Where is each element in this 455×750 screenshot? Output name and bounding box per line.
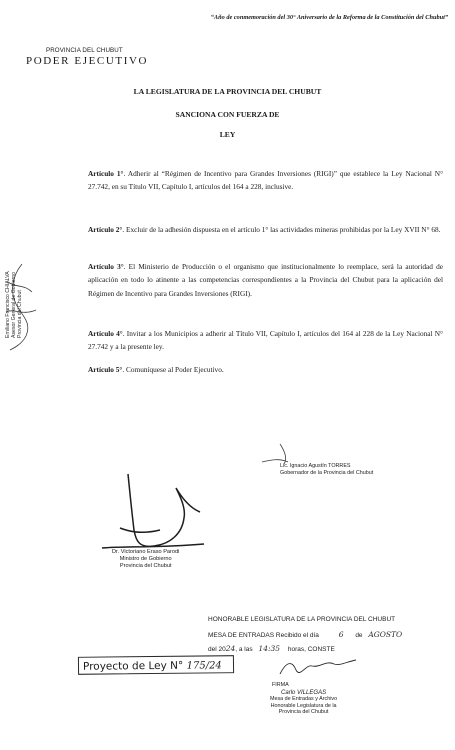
mesa-stamp-time xyxy=(208,644,335,653)
torres-role: Gobernador de la Provincia del Chubut xyxy=(280,469,374,476)
mesa-stamp-title: HONORABLE LEGISLATURA DE LA PROVINCIA DEL CHUBUT xyxy=(208,616,396,623)
article-1-label: Artículo 1° xyxy=(88,169,124,178)
province-label: PROVINCIA DEL CHUBUT xyxy=(46,47,123,54)
article-1-text: Adherir al “Régimen de Incentivo para Grandes Inversiones (RIGI)” que establece la Ley Nacional N° 27.742, en su Título VII, Capítulo I, artículos del 164 a 228, inclusive. xyxy=(88,169,443,192)
article-4-text: Invitar a los Municipios a adherir al Título VII, Capítulo I, artículos del 164 al 228 de la Ley Nacional N° 27.742 y a la presente ley. xyxy=(88,329,443,352)
parodi-province: Provincia del Chubut xyxy=(119,563,172,569)
proyecto-number: 175/24 xyxy=(186,660,222,672)
side-stamp-role: Asesor General de Gobierno xyxy=(11,271,18,338)
firma-label: FIRMA xyxy=(272,682,289,688)
title-legislatura: LA LEGISLATURA DE LA PROVINCIA DEL CHUBUT xyxy=(133,87,322,96)
article-3: Artículo 3°. El Ministerio de Producción o el organismo que institucionalmente lo reemplace, será la autoridad de aplicación en todo lo atinente a las competencias correspondientes a la Provincia del Chubut para la aplicación del Régimen de Incentivo para Grandes Inversiones (RIGI). xyxy=(88,262,443,298)
mesa-time: 14:35 xyxy=(258,644,281,653)
article-2-text: Excluir de la adhesión dispuesta en el artículo 1° las actividades mineras prohibidas por la Ley XVII N° 68. xyxy=(126,225,441,234)
article-2: Artículo 2°. Excluir de la adhesión dispuesta en el artículo 1° las actividades mineras prohibidas por la Ley XVII N° 68. xyxy=(88,225,441,234)
motto-text: “Año de conmemoración del 30° Aniversario de la Reforma de la Constitución del Chubut” xyxy=(210,14,448,21)
mesa-received-de: de xyxy=(355,632,363,639)
proyecto-label: Proyecto de Ley N° xyxy=(82,659,184,673)
villegas-name: Carlo VILLEGAS xyxy=(281,690,327,696)
mesa-at: , a las xyxy=(235,646,253,653)
side-stamp xyxy=(5,271,24,338)
article-5-label: Artículo 5° xyxy=(88,365,123,374)
mesa-year-prefix: del 20 xyxy=(208,646,226,653)
mesa-year: 24 xyxy=(225,644,236,653)
villegas-role-3: Provincia del Chubut xyxy=(278,709,329,716)
torres-name: Lic. Ignacio Agustín TORRES xyxy=(280,463,351,469)
title-ley: LEY xyxy=(219,130,236,139)
article-5: Artículo 5°. Comuníquese al Poder Ejecutivo. xyxy=(88,365,224,374)
villegas-role-1: Mesa de Entradas y Archivo xyxy=(270,696,338,703)
mesa-received-month: AGOSTO xyxy=(368,630,403,639)
article-1: Artículo 1°. Adherir al “Régimen de Incentivo para Grandes Inversiones (RIGI)” que establece la Ley Nacional N° 27.742, en su Título VII, Capítulo I, artículos del 164 a 228, inclusive. xyxy=(88,169,443,192)
villegas-signature-block xyxy=(270,690,337,716)
villegas-signature-scribble xyxy=(276,654,360,680)
parodi-signature-scribble xyxy=(100,468,210,552)
title-sanciona: SANCIONA CON FUERZA DE xyxy=(175,110,280,119)
article-2-label: Artículo 2° xyxy=(88,225,123,234)
parodi-role: Ministro de Gobierno xyxy=(119,556,172,562)
side-stamp-province: Provincia del Chubut xyxy=(17,290,24,338)
torres-signature-scribble xyxy=(258,436,358,466)
side-stamp-name: Emiliano Francisco CHIALVA xyxy=(5,271,11,338)
article-5-text: Comuníquese al Poder Ejecutivo. xyxy=(126,365,224,374)
article-3-text: El Ministerio de Producción o el organismo que institucionalmente lo reemplace, será la autoridad de aplicación en todo lo atinente a las competencias correspondientes a la Provincia del Chubut para la aplicación del Régimen de Incentivo para Grandes Inversiones (RIGI). xyxy=(88,262,443,298)
article-3-label: Artículo 3° xyxy=(88,262,124,271)
torres-signature-block xyxy=(280,463,373,476)
article-4-label: Artículo 4° xyxy=(88,329,123,338)
proyecto-ley-box xyxy=(78,655,234,675)
mesa-received-prefix: MESA DE ENTRADAS Recibido el día xyxy=(208,632,319,639)
article-4: Artículo 4°. Invitar a los Municipios a adherir al Título VII, Capítulo I, artículos del 164 al 228 de la Ley Nacional N° 27.742 y a la presente ley. xyxy=(88,329,443,352)
branch-label: PODER EJECUTIVO xyxy=(26,55,149,67)
mesa-received-day: 6 xyxy=(338,630,344,639)
mesa-hours: horas, CONSTE xyxy=(287,646,335,653)
parodi-signature-block xyxy=(112,549,179,570)
parodi-name: Dr. Victoriano Eraso Parodi xyxy=(112,549,180,555)
villegas-role-2: Honorable Legislatura de la xyxy=(270,702,337,709)
mesa-stamp-received xyxy=(208,630,402,639)
